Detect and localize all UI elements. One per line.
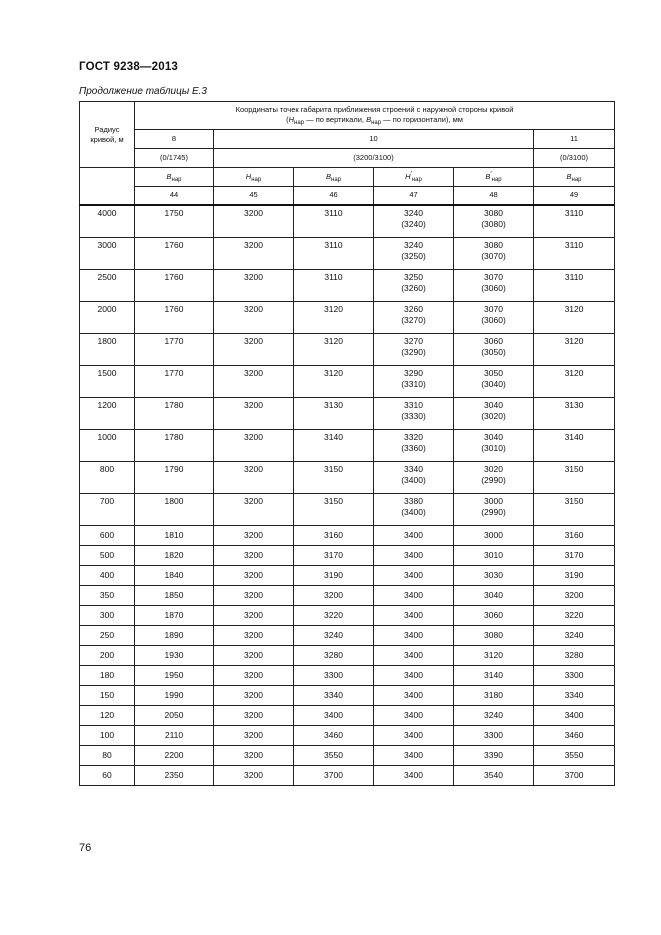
value-cell-45: 3200 xyxy=(214,765,294,785)
coordinates-title: Координаты точек габарита приближения строений с наружной стороны кривой ($H_{нар}$ — по вертикали, $B_{нар}$ — по горизонтали), мм xyxy=(135,102,615,130)
table-row xyxy=(80,725,615,745)
radius-cell: 300 xyxy=(80,605,135,625)
value-cell-49: 3300 xyxy=(534,665,615,685)
table-row xyxy=(80,301,615,333)
table-row xyxy=(80,705,615,725)
value-cell-45: 3200 xyxy=(214,725,294,745)
value-cell-48: 3060 xyxy=(454,605,534,625)
value-cell-46: 3200 xyxy=(294,585,374,605)
table-caption: Продолжение таблицы Е.3 xyxy=(79,86,207,97)
value-cell-44: 1990 xyxy=(135,685,214,705)
value-cell-47: 3400 xyxy=(374,665,454,685)
value-cell-49: 3280 xyxy=(534,645,615,665)
table-row xyxy=(80,429,615,461)
table-row xyxy=(80,565,615,585)
value-cell-48: 3000 xyxy=(454,525,534,545)
value-cell-49: 3460 xyxy=(534,725,615,745)
value-cell-46: 3150 xyxy=(294,493,374,525)
table-row xyxy=(80,765,615,785)
value-cell-47: 3320 (3360) xyxy=(374,429,454,461)
value-cell-48: 3070 (3060) xyxy=(454,269,534,301)
value-cell-45: 3200 xyxy=(214,461,294,493)
value-cell-45: 3200 xyxy=(214,493,294,525)
value-cell-48: 3020 (2990) xyxy=(454,461,534,493)
radius-cell: 1000 xyxy=(80,429,135,461)
value-cell-49: 3700 xyxy=(534,765,615,785)
value-cell-47: 3270 (3290) xyxy=(374,333,454,365)
radius-cell: 600 xyxy=(80,525,135,545)
value-cell-46: 3150 xyxy=(294,461,374,493)
radius-cell: 1200 xyxy=(80,397,135,429)
value-cell-44: 1890 xyxy=(135,625,214,645)
clearance-table xyxy=(79,101,615,786)
table-row xyxy=(80,545,615,565)
radius-cell: 700 xyxy=(80,493,135,525)
value-cell-48: 3080 (3080) xyxy=(454,205,534,238)
value-cell-49: 3110 xyxy=(534,205,615,238)
value-cell-45: 3200 xyxy=(214,565,294,585)
value-cell-49: 3130 xyxy=(534,397,615,429)
value-cell-45: 3200 xyxy=(214,301,294,333)
value-cell-46: 3130 xyxy=(294,397,374,429)
value-cell-45: 3200 xyxy=(214,269,294,301)
column-number-row xyxy=(80,187,615,205)
table-row xyxy=(80,205,615,238)
value-cell-46: 3110 xyxy=(294,269,374,301)
value-cell-45: 3200 xyxy=(214,665,294,685)
value-cell-46: 3140 xyxy=(294,429,374,461)
point-coords-11: (0/3100) xyxy=(534,149,615,168)
table-row xyxy=(80,605,615,625)
value-cell-48: 3040 (3010) xyxy=(454,429,534,461)
value-cell-45: 3200 xyxy=(214,685,294,705)
param-header: $B'_{нар}$ xyxy=(454,168,534,187)
value-cell-49: 3190 xyxy=(534,565,615,585)
value-cell-46: 3160 xyxy=(294,525,374,545)
point-coords-10: (3200/3100) xyxy=(214,149,534,168)
value-cell-44: 1780 xyxy=(135,429,214,461)
value-cell-45: 3200 xyxy=(214,525,294,545)
table-row xyxy=(80,269,615,301)
value-cell-48: 3390 xyxy=(454,745,534,765)
point-number-10: 10 xyxy=(214,130,534,149)
value-cell-49: 3120 xyxy=(534,333,615,365)
table-row xyxy=(80,685,615,705)
value-cell-45: 3200 xyxy=(214,645,294,665)
value-cell-46: 3120 xyxy=(294,333,374,365)
value-cell-49: 3220 xyxy=(534,605,615,625)
table-row xyxy=(80,525,615,545)
value-cell-48: 3030 xyxy=(454,565,534,585)
radius-cell: 1800 xyxy=(80,333,135,365)
value-cell-45: 3200 xyxy=(214,585,294,605)
point-number-11: 11 xyxy=(534,130,615,149)
value-cell-44: 1750 xyxy=(135,205,214,238)
value-cell-48: 3300 xyxy=(454,725,534,745)
table-row xyxy=(80,397,615,429)
radius-cell: 2000 xyxy=(80,301,135,333)
value-cell-47: 3250 (3260) xyxy=(374,269,454,301)
radius-cell: 4000 xyxy=(80,205,135,238)
value-cell-48: 3010 xyxy=(454,545,534,565)
value-cell-47: 3400 xyxy=(374,525,454,545)
value-cell-44: 1850 xyxy=(135,585,214,605)
value-cell-46: 3340 xyxy=(294,685,374,705)
radius-cell: 60 xyxy=(80,765,135,785)
document-title: ГОСТ 9238—2013 xyxy=(79,61,179,73)
value-cell-44: 1790 xyxy=(135,461,214,493)
value-cell-46: 3220 xyxy=(294,605,374,625)
value-cell-48: 3070 (3060) xyxy=(454,301,534,333)
value-cell-45: 3200 xyxy=(214,397,294,429)
value-cell-46: 3120 xyxy=(294,301,374,333)
column-number: 44 xyxy=(135,187,214,205)
value-cell-45: 3200 xyxy=(214,705,294,725)
param-header: $B_{нар}$ xyxy=(294,168,374,187)
value-cell-45: 3200 xyxy=(214,605,294,625)
value-cell-45: 3200 xyxy=(214,429,294,461)
value-cell-46: 3300 xyxy=(294,665,374,685)
value-cell-44: 2050 xyxy=(135,705,214,725)
value-cell-44: 1810 xyxy=(135,525,214,545)
value-cell-49: 3200 xyxy=(534,585,615,605)
value-cell-46: 3190 xyxy=(294,565,374,585)
table-row xyxy=(80,745,615,765)
value-cell-49: 3120 xyxy=(534,365,615,397)
value-cell-47: 3400 xyxy=(374,725,454,745)
table-row xyxy=(80,237,615,269)
value-cell-49: 3160 xyxy=(534,525,615,545)
point-coords-8: (0/1745) xyxy=(135,149,214,168)
value-cell-45: 3200 xyxy=(214,205,294,238)
radius-cell: 200 xyxy=(80,645,135,665)
table-row xyxy=(80,665,615,685)
value-cell-46: 3120 xyxy=(294,365,374,397)
value-cell-47: 3400 xyxy=(374,685,454,705)
param-header: $H_{нар}$ xyxy=(214,168,294,187)
value-cell-49: 3170 xyxy=(534,545,615,565)
radius-cell: 1500 xyxy=(80,365,135,397)
column-number: 46 xyxy=(294,187,374,205)
value-cell-47: 3400 xyxy=(374,645,454,665)
value-cell-47: 3290 (3310) xyxy=(374,365,454,397)
radius-cell: 3000 xyxy=(80,237,135,269)
value-cell-44: 2200 xyxy=(135,745,214,765)
column-number: 45 xyxy=(214,187,294,205)
value-cell-44: 1760 xyxy=(135,301,214,333)
value-cell-44: 1820 xyxy=(135,545,214,565)
value-cell-45: 3200 xyxy=(214,625,294,645)
value-cell-47: 3240 (3240) xyxy=(374,205,454,238)
value-cell-46: 3460 xyxy=(294,725,374,745)
param-header: $H'_{нар}$ xyxy=(374,168,454,187)
value-cell-49: 3150 xyxy=(534,493,615,525)
value-cell-44: 1770 xyxy=(135,365,214,397)
column-number: 47 xyxy=(374,187,454,205)
value-cell-49: 3120 xyxy=(534,301,615,333)
value-cell-46: 3550 xyxy=(294,745,374,765)
column-number: 49 xyxy=(534,187,615,205)
value-cell-45: 3200 xyxy=(214,545,294,565)
value-cell-44: 2350 xyxy=(135,765,214,785)
table-row xyxy=(80,333,615,365)
point-number-8: 8 xyxy=(135,130,214,149)
param-row xyxy=(80,168,615,187)
value-cell-48: 3040 (3020) xyxy=(454,397,534,429)
value-cell-47: 3400 xyxy=(374,765,454,785)
value-cell-48: 3120 xyxy=(454,645,534,665)
value-cell-44: 1780 xyxy=(135,397,214,429)
value-cell-47: 3260 (3270) xyxy=(374,301,454,333)
value-cell-47: 3400 xyxy=(374,625,454,645)
value-cell-49: 3140 xyxy=(534,429,615,461)
value-cell-45: 3200 xyxy=(214,365,294,397)
table-row xyxy=(80,461,615,493)
radius-cell: 250 xyxy=(80,625,135,645)
table-row xyxy=(80,585,615,605)
radius-cell: 150 xyxy=(80,685,135,705)
radius-cell: 500 xyxy=(80,545,135,565)
value-cell-47: 3310 (3330) xyxy=(374,397,454,429)
value-cell-49: 3110 xyxy=(534,237,615,269)
value-cell-46: 3240 xyxy=(294,625,374,645)
radius-cell: 100 xyxy=(80,725,135,745)
radius-cell: 350 xyxy=(80,585,135,605)
radius-cell: 2500 xyxy=(80,269,135,301)
page-number: 76 xyxy=(79,842,92,854)
value-cell-44: 1840 xyxy=(135,565,214,585)
radius-cell: 120 xyxy=(80,705,135,725)
value-cell-46: 3700 xyxy=(294,765,374,785)
radius-cell: 800 xyxy=(80,461,135,493)
value-cell-46: 3110 xyxy=(294,205,374,238)
value-cell-44: 1870 xyxy=(135,605,214,625)
radius-header: Радиус кривой, м xyxy=(80,102,135,168)
value-cell-48: 3180 xyxy=(454,685,534,705)
value-cell-47: 3240 (3250) xyxy=(374,237,454,269)
value-cell-47: 3400 xyxy=(374,565,454,585)
radius-cell: 80 xyxy=(80,745,135,765)
value-cell-47: 3400 xyxy=(374,605,454,625)
value-cell-49: 3340 xyxy=(534,685,615,705)
value-cell-47: 3340 (3400) xyxy=(374,461,454,493)
column-number: 48 xyxy=(454,187,534,205)
value-cell-46: 3400 xyxy=(294,705,374,725)
value-cell-44: 1800 xyxy=(135,493,214,525)
value-cell-48: 3140 xyxy=(454,665,534,685)
value-cell-47: 3400 xyxy=(374,745,454,765)
value-cell-44: 1760 xyxy=(135,269,214,301)
value-cell-48: 3240 xyxy=(454,705,534,725)
value-cell-46: 3170 xyxy=(294,545,374,565)
value-cell-49: 3150 xyxy=(534,461,615,493)
value-cell-47: 3400 xyxy=(374,585,454,605)
table-header xyxy=(80,102,615,205)
value-cell-44: 1770 xyxy=(135,333,214,365)
value-cell-48: 3060 (3050) xyxy=(454,333,534,365)
value-cell-44: 1950 xyxy=(135,665,214,685)
value-cell-47: 3400 xyxy=(374,705,454,725)
param-header: $B_{нар}$ xyxy=(135,168,214,187)
value-cell-48: 3080 xyxy=(454,625,534,645)
table-body xyxy=(80,205,615,786)
table-row xyxy=(80,365,615,397)
value-cell-48: 3050 (3040) xyxy=(454,365,534,397)
radius-cell: 180 xyxy=(80,665,135,685)
value-cell-49: 3550 xyxy=(534,745,615,765)
table-row xyxy=(80,645,615,665)
table-row xyxy=(80,493,615,525)
value-cell-46: 3110 xyxy=(294,237,374,269)
value-cell-45: 3200 xyxy=(214,237,294,269)
value-cell-48: 3040 xyxy=(454,585,534,605)
value-cell-45: 3200 xyxy=(214,333,294,365)
value-cell-47: 3380 (3400) xyxy=(374,493,454,525)
value-cell-46: 3280 xyxy=(294,645,374,665)
value-cell-48: 3000 (2990) xyxy=(454,493,534,525)
value-cell-49: 3400 xyxy=(534,705,615,725)
table-row xyxy=(80,625,615,645)
value-cell-44: 1930 xyxy=(135,645,214,665)
value-cell-45: 3200 xyxy=(214,745,294,765)
param-header: $B_{нар}$ xyxy=(534,168,615,187)
value-cell-44: 1760 xyxy=(135,237,214,269)
value-cell-44: 2110 xyxy=(135,725,214,745)
value-cell-49: 3240 xyxy=(534,625,615,645)
value-cell-47: 3400 xyxy=(374,545,454,565)
value-cell-49: 3110 xyxy=(534,269,615,301)
value-cell-48: 3080 (3070) xyxy=(454,237,534,269)
radius-cell: 400 xyxy=(80,565,135,585)
value-cell-48: 3540 xyxy=(454,765,534,785)
